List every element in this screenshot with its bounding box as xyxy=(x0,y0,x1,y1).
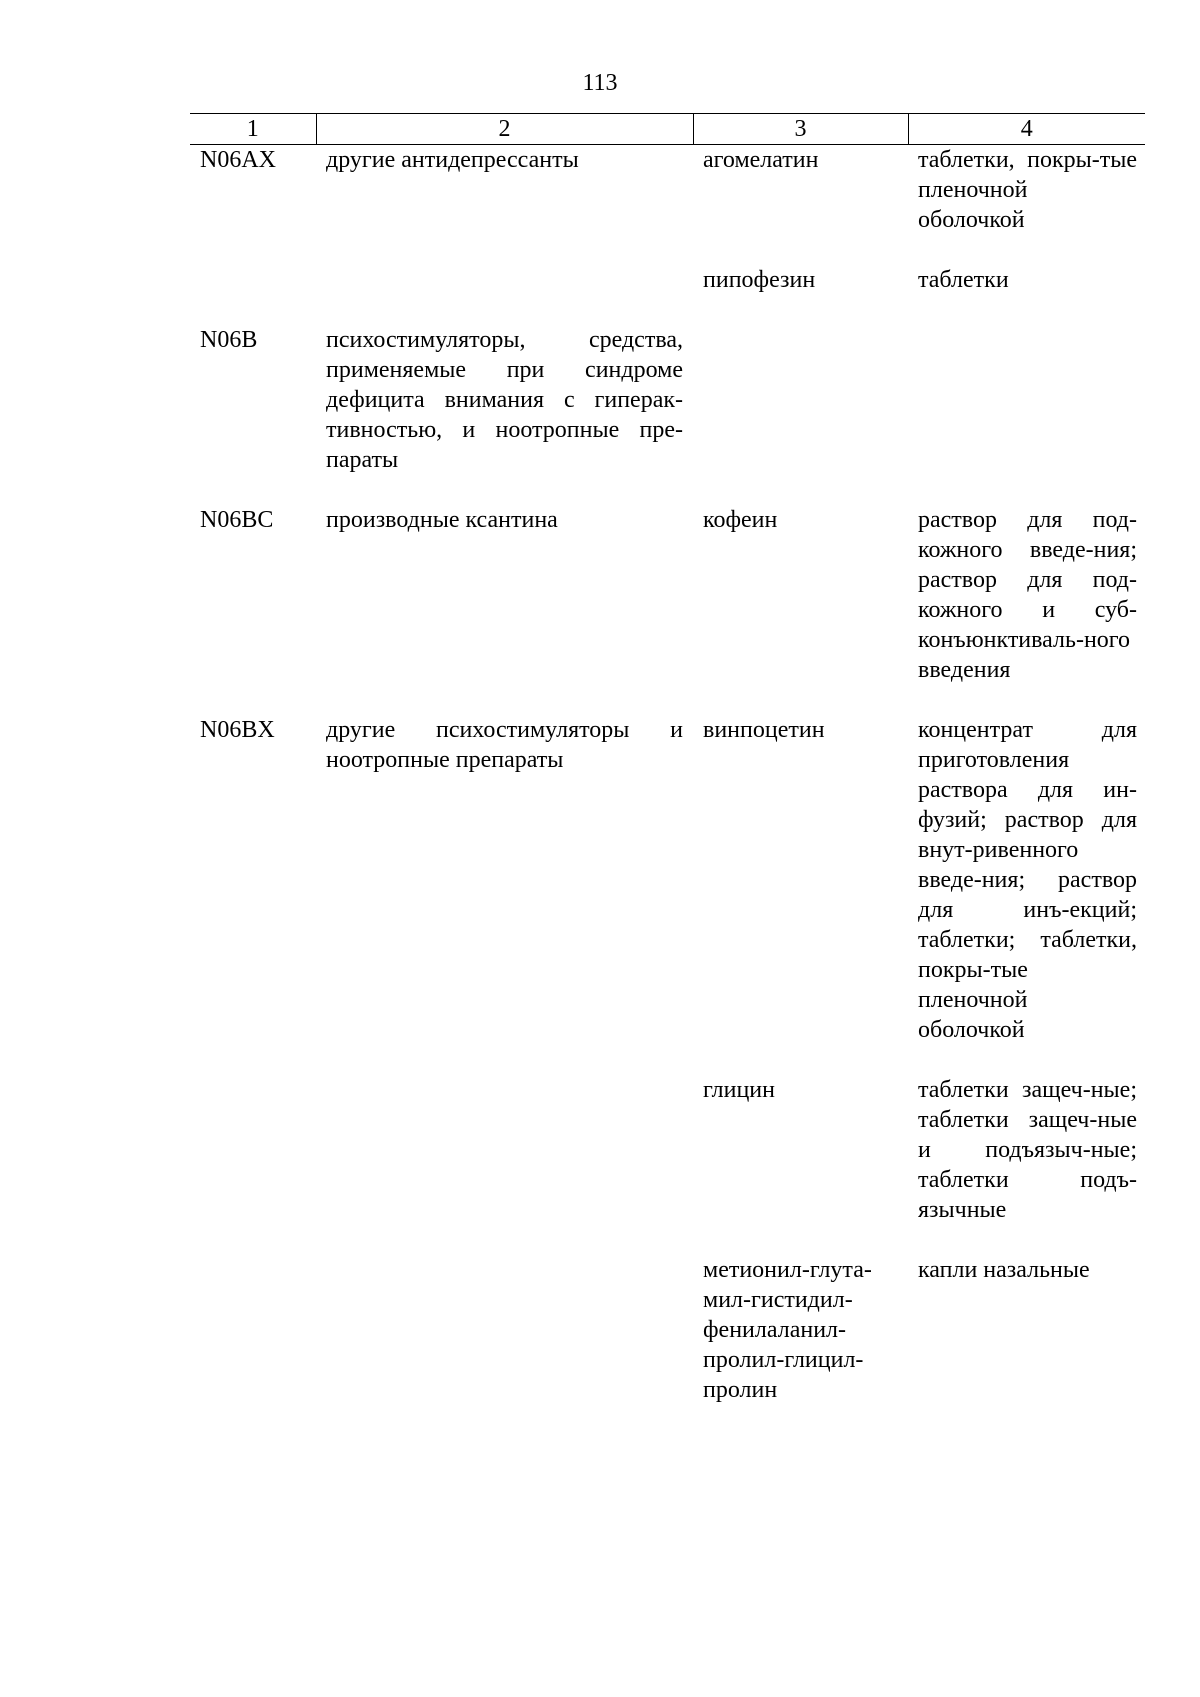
table-header-row xyxy=(190,114,1145,145)
drug-name-cell xyxy=(693,325,908,505)
dosage-form-cell: таблетки, покры-тые пленочной оболочкой xyxy=(918,147,1137,233)
drug-name-cell: пипофезин xyxy=(703,267,816,293)
atc-code-cell: N06BX xyxy=(200,717,275,743)
atc-code-cell xyxy=(190,1075,316,1255)
table-row xyxy=(190,715,1145,1075)
column-header-3: 3 xyxy=(693,114,908,145)
dosage-form-cell: раствор для под-кожного введе-ния; раствор для под-кожного и суб-конъюнктиваль-ного введения xyxy=(918,507,1137,683)
atc-code-cell: N06B xyxy=(200,327,258,353)
atc-code-cell xyxy=(190,1255,316,1435)
group-name-cell xyxy=(316,265,693,325)
column-header-1: 1 xyxy=(190,114,316,145)
group-name-cell xyxy=(316,1255,693,1435)
page-number: 113 xyxy=(582,70,618,96)
atc-code-cell: N06BC xyxy=(200,507,274,533)
dosage-form-cell: таблетки xyxy=(918,267,1009,293)
table-row xyxy=(190,325,1145,505)
table-row xyxy=(190,265,1145,325)
group-name-cell xyxy=(316,1075,693,1255)
table-row xyxy=(190,1255,1145,1435)
atc-code-cell: N06AX xyxy=(200,147,276,173)
table-row xyxy=(190,505,1145,715)
drug-name-cell: кофеин xyxy=(703,507,778,533)
drug-classification-table xyxy=(190,113,1145,1435)
column-header-4: 4 xyxy=(908,114,1145,145)
table-row xyxy=(190,145,1145,266)
dosage-form-cell: капли назальные xyxy=(918,1257,1090,1283)
column-header-2: 2 xyxy=(316,114,693,145)
drug-name-cell: глицин xyxy=(703,1077,775,1103)
group-name-cell: психостимуляторы, средства, применяемые при синдроме дефицита внимания с гиперак-тивностью, и ноотропные пре-параты xyxy=(326,327,683,473)
group-name-cell: другие психостимуляторы и ноотропные препараты xyxy=(326,717,683,773)
atc-code-cell xyxy=(190,265,316,325)
drug-name-cell: винпоцетин xyxy=(703,717,825,743)
drug-name-cell: агомелатин xyxy=(703,147,819,173)
dosage-form-cell: таблетки защеч-ные; таблетки защеч-ные и подъязыч-ные; таблетки подъ-язычные xyxy=(918,1077,1137,1223)
dosage-form-cell xyxy=(908,325,1145,505)
table-row xyxy=(190,1075,1145,1255)
drug-name-cell: метионил-глута-мил-гистидил-фенилаланил-пролил-глицил-пролин xyxy=(703,1257,872,1403)
group-name-cell: производные ксантина xyxy=(326,507,558,533)
group-name-cell: другие антидепрессанты xyxy=(326,147,579,173)
dosage-form-cell: концентрат для приготовления раствора для ин-фузий; раствор для внут-ривенного введе-ния; раствор для инъ-екций; таблетки; таблетки, покры-тые пленочной оболочкой xyxy=(918,717,1137,1043)
